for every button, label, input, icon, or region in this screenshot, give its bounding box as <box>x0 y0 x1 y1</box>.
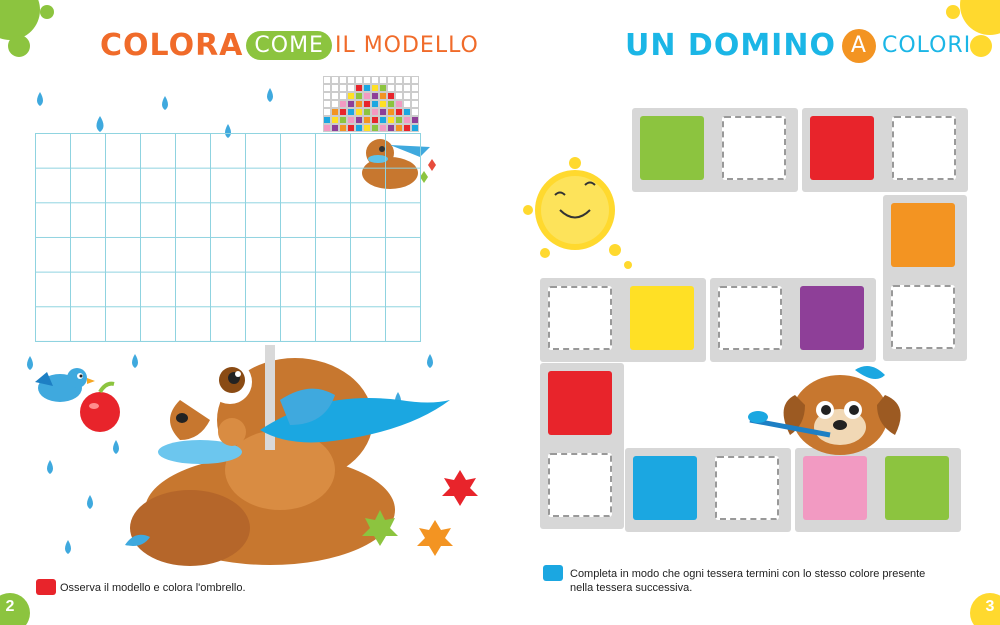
instruction-icon <box>543 565 563 581</box>
blue-square <box>633 456 697 520</box>
model-cell <box>347 76 355 84</box>
model-cell <box>411 76 419 84</box>
blank-square[interactable] <box>722 116 786 180</box>
blank-square[interactable] <box>548 453 612 517</box>
blank-square[interactable] <box>891 285 955 349</box>
umbrella-model <box>323 72 419 132</box>
model-cell <box>395 76 403 84</box>
green-square <box>885 456 949 520</box>
model-cell <box>331 76 339 84</box>
model-cell <box>403 84 411 92</box>
blank-square[interactable] <box>892 116 956 180</box>
model-cell <box>387 108 395 116</box>
red-square <box>810 116 874 180</box>
model-cell <box>403 116 411 124</box>
domino-8[interactable] <box>795 448 961 532</box>
model-cell <box>387 92 395 100</box>
model-cell <box>395 100 403 108</box>
bird-with-apple <box>25 360 125 440</box>
model-cell <box>379 116 387 124</box>
pink-square <box>803 456 867 520</box>
model-cell <box>411 84 419 92</box>
model-cell <box>395 108 403 116</box>
domino-3[interactable] <box>883 195 967 361</box>
model-cell <box>363 108 371 116</box>
model-cell <box>339 124 347 132</box>
title-word-colora: COLORA <box>100 28 244 63</box>
model-cell <box>403 100 411 108</box>
title-word-come: COME <box>246 31 332 60</box>
model-cell <box>379 92 387 100</box>
model-cell <box>411 92 419 100</box>
blank-square[interactable] <box>718 286 782 350</box>
instruction-text: Osserva il modello e colora l'ombrello. <box>60 582 246 594</box>
model-cell <box>379 76 387 84</box>
puppy-painter-illustration <box>740 355 920 455</box>
model-cell <box>347 92 355 100</box>
instruction-text <box>570 567 925 595</box>
blank-square[interactable] <box>548 286 612 350</box>
model-cell <box>355 116 363 124</box>
title-word-colori: COLORI <box>881 33 972 58</box>
model-cell <box>371 108 379 116</box>
model-cell <box>331 116 339 124</box>
model-cell <box>363 84 371 92</box>
coloring-grid[interactable] <box>35 133 421 342</box>
model-cell <box>371 84 379 92</box>
purple-square <box>800 286 864 350</box>
model-cell <box>323 108 331 116</box>
model-cell <box>363 76 371 84</box>
model-cell <box>323 92 331 100</box>
model-cell <box>371 100 379 108</box>
model-cell <box>403 92 411 100</box>
model-cell <box>347 100 355 108</box>
domino-4[interactable] <box>540 278 706 362</box>
domino-1[interactable] <box>632 108 798 192</box>
model-cell <box>411 108 419 116</box>
model-cell <box>323 76 331 84</box>
model-cell <box>331 108 339 116</box>
instruction-line-1: Completa in modo che ogni tessera termini con lo stesso colore presente <box>570 568 926 580</box>
model-cell <box>323 124 331 132</box>
page-title <box>625 28 971 63</box>
model-cell <box>355 84 363 92</box>
model-cell <box>339 100 347 108</box>
right-page <box>500 0 1000 625</box>
model-cell <box>339 84 347 92</box>
model-cell <box>371 92 379 100</box>
model-cell <box>347 84 355 92</box>
model-cell <box>363 116 371 124</box>
instruction-icon <box>36 579 56 595</box>
model-cell <box>323 84 331 92</box>
model-cell <box>395 116 403 124</box>
green-square <box>640 116 704 180</box>
red-square <box>548 371 612 435</box>
model-cell <box>355 100 363 108</box>
model-cell <box>331 124 339 132</box>
page-number: 3 <box>970 593 1000 625</box>
model-cell <box>355 76 363 84</box>
model-cell <box>379 108 387 116</box>
domino-2[interactable] <box>802 108 968 192</box>
model-cell <box>363 92 371 100</box>
model-cell <box>355 108 363 116</box>
model-cell <box>371 76 379 84</box>
model-cell <box>411 100 419 108</box>
model-cell <box>331 92 339 100</box>
title-word-modello: IL MODELLO <box>334 33 479 58</box>
model-cell <box>387 76 395 84</box>
decorative-dot <box>970 35 992 57</box>
domino-5[interactable] <box>710 278 876 362</box>
model-cell <box>379 100 387 108</box>
model-cell <box>339 76 347 84</box>
model-cell <box>363 100 371 108</box>
model-cell <box>403 76 411 84</box>
blank-square[interactable] <box>715 456 779 520</box>
orange-square <box>891 203 955 267</box>
decorative-dot <box>946 5 960 19</box>
title-word-a: A <box>842 29 876 63</box>
model-cell <box>347 108 355 116</box>
model-cell <box>395 92 403 100</box>
model-cell <box>371 116 379 124</box>
model-cell <box>387 100 395 108</box>
instruction-line-2: nella tessera successiva. <box>570 582 693 594</box>
model-cell <box>339 116 347 124</box>
model-cell <box>323 100 331 108</box>
model-cell <box>323 116 331 124</box>
domino-7[interactable] <box>625 448 791 532</box>
model-cell <box>347 116 355 124</box>
model-cell <box>379 84 387 92</box>
model-cell <box>339 108 347 116</box>
title-word-un-domino: UN DOMINO <box>625 28 836 63</box>
leaves-decoration <box>360 460 480 570</box>
yellow-square <box>630 286 694 350</box>
model-cell <box>387 116 395 124</box>
model-cell <box>395 84 403 92</box>
model-cell <box>331 100 339 108</box>
page-number: 2 <box>0 593 30 625</box>
model-cell <box>339 92 347 100</box>
model-cell <box>387 84 395 92</box>
model-cell <box>403 108 411 116</box>
sun-illustration <box>520 155 640 275</box>
domino-6[interactable] <box>540 363 624 529</box>
model-cell <box>355 92 363 100</box>
model-cell <box>411 116 419 124</box>
model-cell <box>331 84 339 92</box>
